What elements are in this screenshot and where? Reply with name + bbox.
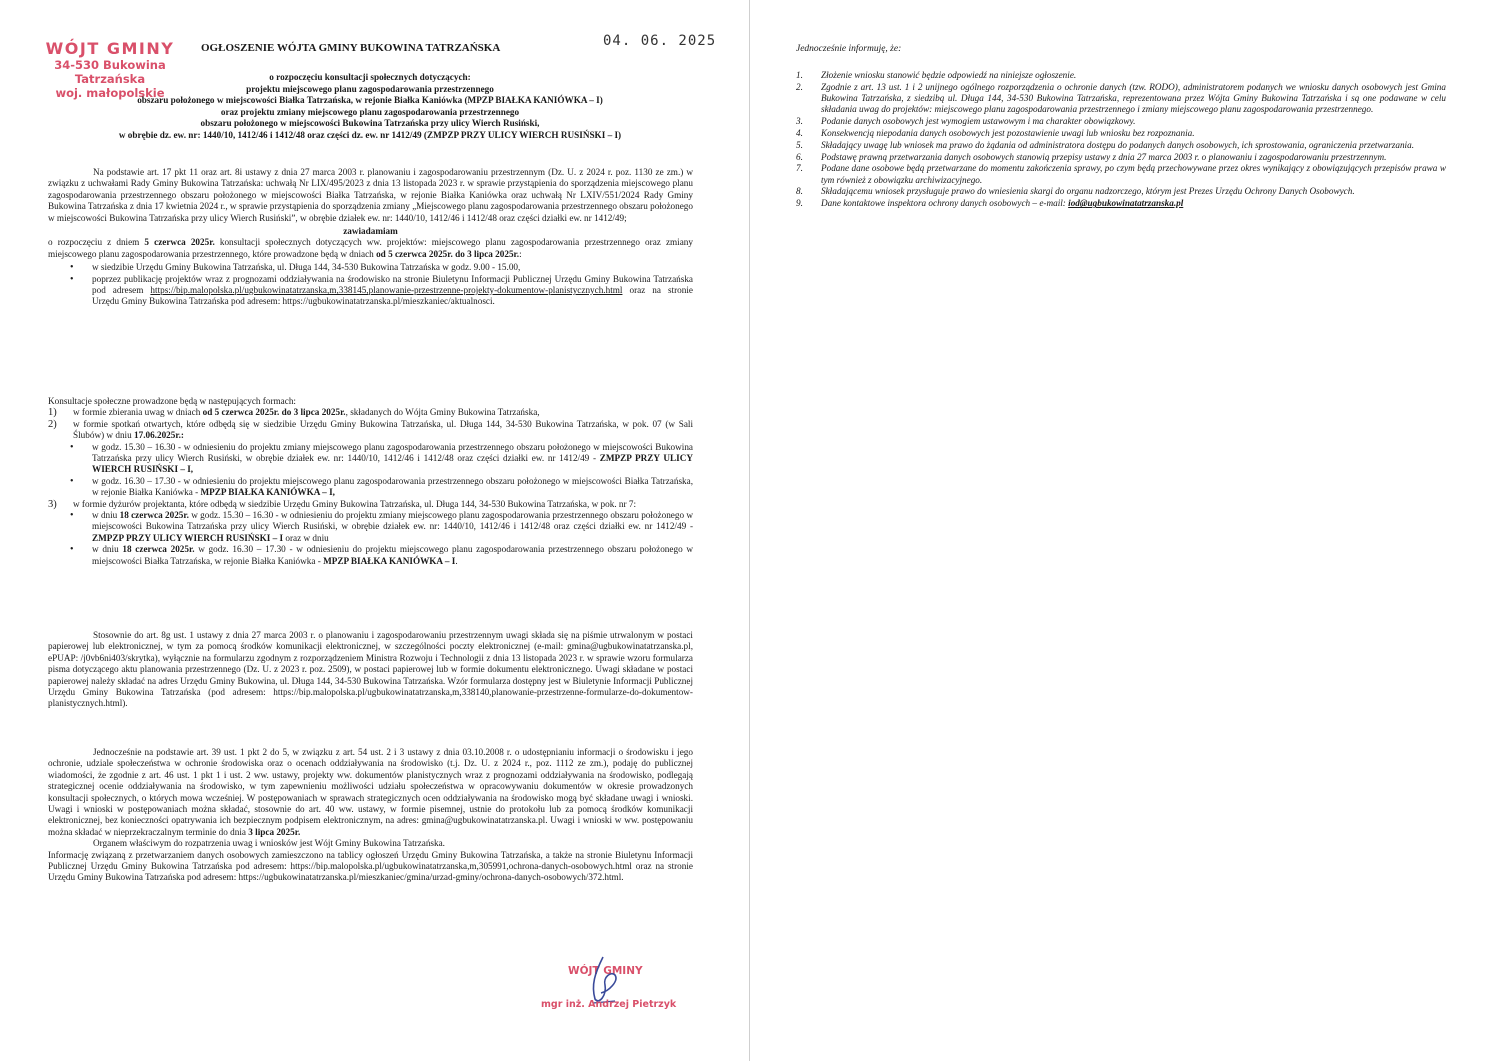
stamp-line-2: 34-530 Bukowina Tatrzańska	[54, 58, 166, 86]
item-number: 9.	[796, 198, 803, 209]
consultation-intro: Konsultacje społeczne prowadzone będą w następujących formach:	[48, 396, 296, 406]
text-run: o rozpoczęciu z dniem	[48, 237, 145, 248]
text-run: :	[519, 248, 522, 259]
text-run: oraz w dniu	[283, 532, 329, 543]
list-item	[796, 152, 1446, 163]
document-title: OGŁOSZENIE WÓJTA GMINY BUKOWINA TATRZAŃSKA	[201, 42, 501, 54]
text-run-bold: MPZP BIAŁKA KANIÓWKA – I	[323, 555, 456, 566]
text-run: w godz. 16.30 – 17.30 - w odniesieniu do projektu miejscowego planu zagospodarowania przestrzennego obszaru położonego w miejscowości Białka Tatrzańska, w rejonie Białka Kaniówka -	[92, 475, 693, 498]
list-item	[48, 544, 693, 567]
meeting-list	[48, 442, 693, 499]
item-text: Zgodnie z art. 13 ust. 1 i 2 unijnego ogólnego rozporządzenia o ochronie danych (tzw. RODO), administratorem podanych we wniosku danych osobowych jest Gmina Bukowina Tatrzańska, z siedzibą ul. Długa 144, 34-530 Bukowina Tatrzańska, reprezentowana przez Wójta Gminy Bukowina Tatrzańska i są one podawane w celu składania uwag do projektów: miejscowego planu zagospodarowania przestrzennego i zmiany miejscowego planu zagospodarowania przestrzennego.	[821, 81, 1446, 115]
item-text: Podane dane osobowe będą przetwarzane do momentu zakończenia sprawy, po czym będą przechowywane przez okres wynikający z obowiązujących przepisów prawa w tym również z obowiązku archiwizacyjnego.	[821, 163, 1446, 185]
environmental-section	[48, 747, 693, 884]
item-text: Dane kontaktowe inspektora ochrony danych osobowych – e-mail:	[821, 198, 1069, 209]
subject-line: obszaru położonego w miejscowości Bukowina Tatrzańska przy ulicy Wierch Rusiński,	[200, 118, 540, 129]
item-number: 3)	[48, 498, 57, 510]
item-number: 4.	[796, 127, 803, 138]
text-run: , składanych do Wójta Gminy Bukowina Tatrzańska,	[345, 407, 540, 418]
subject-heading	[40, 72, 700, 142]
item-text: Składającemu wniosek przysługuje prawo do wniesienia skargi do organu nadzorczego, którym jest Prezes Urzędu Ochrony Danych Osobowych.	[821, 186, 1355, 197]
text-run: w godz. 15.30 – 16.30 - w odniesieniu do projektu zmiany miejscowego planu zagospodarowania przestrzennego obszaru położonego w miejscowości Bukowina Tatrzańska przy ulicy Wierch Rusiński, w obrębie działek ew. nr: 1440/10, 1412/46 i 1412/48 oraz części działki ew. nr 1412/49 -	[92, 510, 694, 532]
item-text: Składający uwagę lub wniosek ma prawo do żądania od administratora dostępu do podanych danych osobowych, ich sprostowania, ograniczenia przetwarzania.	[821, 139, 1414, 150]
signature-title: WÓJT GMINY	[568, 965, 643, 977]
right-intro: Jednocześnie informuję, że:	[796, 44, 902, 54]
text-run-bold: od 5 czerwca 2025r. do 3 lipca 2025r.	[202, 407, 346, 418]
list-item	[48, 407, 693, 418]
left-page	[0, 0, 749, 1061]
list-item	[48, 499, 693, 567]
bip-projects-link[interactable]: https://bip.malopolska.pl/ugbukowinatatrzanska,m,338145,planowanie-przestrzenne-projekty-dokumentow-planistycznych.html	[150, 285, 623, 296]
announce-heading: zawiadamiam	[343, 226, 398, 237]
date-stamp: 04. 06. 2025	[603, 33, 717, 49]
legal-basis-paragraph: Na podstawie art. 17 pkt 11 oraz art. 8i ustawy z dnia 27 marca 2003 r. planowaniu i zagospodarowaniu przestrzennym (Dz. U. z 2024 r. poz. 1130 ze zm.) w związku z uchwałami Rady Gminy Bukowina Tatrzańska: uchwałą Nr LIX/495/2023 z dnia 13 listopada 2023 r. w sprawie przystąpienia do sporządzenia miejscowego planu zagospodarowania przestrzennego obszaru położonego w miejscowości Białka Tatrzańska, w rejonie Białka Kaniówka oraz uchwałą Nr LXIV/551/2024 Rady Gminy Bukowina Tatrzańska z dnia 17 kwietnia 2024 r., w sprawie przystąpienia do sporządzenia zmiany „Miejscowego planu zagospodarowania przestrzennego obszaru położonego w miejscowości Bukowina Tatrzańska przy ulicy Wierch Rusiński”, w obrębie działek ew. nr: 1440/10, 1412/46 i 1412/48 oraz części działki ew. nr 1412/49;	[48, 167, 693, 223]
subject-line: projektu miejscowego planu zagospodarowania przestrzennego	[246, 83, 494, 94]
item-number: 1.	[796, 70, 803, 80]
duty-list	[48, 510, 693, 567]
text-run: oraz na stronie Urzędu Gminy Bukowina Tatrzańska pod adresem: https://ugbukowinatatrzanska.pl/mieszkaniec/aktualnosci.	[92, 285, 693, 307]
subject-line: oraz projektu zmiany miejscowego planu zagospodarowania przestrzennego	[220, 106, 520, 117]
text-run: w godz. 15.30 – 16.30 - w odniesieniu do projektu zmiany miejscowego planu zagospodarowania przestrzennego obszaru położonego w miejscowości Bukowina Tatrzańska przy ulicy Wierch Rusiński, w obrębie działek ew. nr: 1440/10, 1412/46 i 1412/48 oraz części działki ew. nr 1412/49 -	[92, 441, 693, 464]
text-run: Jednocześnie na podstawie art. 39 ust. 1 pkt 2 do 5, w związku z art. 54 ust. 2 i 3 ustawy z dnia 03.10.2008 r. o udostępnianiu informacji o środowisku i jego ochronie, udziale społeczeństwa w ochronie środowiska oraz o ocenach oddziaływania na środowisko (t.j. Dz. U. z 2024 r., poz. 1112 ze zm.), podaję do publicznej wiadomości, że zgodnie z art. 46 ust. 1 pkt 1 i ust. 2 ww. ustawy, projekty ww. dokumentów planistycznych wraz z prognozami oddziaływania na środowisko, podlegają strategicznej ocenie oddziaływania na środowisko, w tym zapewnieniu możliwości udziału społeczeństwa w opracowywaniu dokumentów w okresie prowadzonych konsultacji społecznych, o których mowa wcześniej. W postępowaniach w sprawach strategicznych ocen oddziaływania na środowisko mogą być składane uwagi i wnioski. Uwagi i wnioski w postępowaniach można składać, stosownie do art. 40 ww. ustawy, w formie pisemnej, ustnie do protokołu lub za pomocą środków komunikacji elektronicznej, bez konieczności opatrywania ich bezpiecznym podpisem elektronicznym, na adres: gmina@ugbukowinatatrzanska.pl. Uwagi i wnioski w ww. postępowaniu można składać w nieprzekraczalnym terminie do dnia	[48, 747, 693, 837]
list-item: • w siedzibie Urzędu Gminy Bukowina Tatrzańska, ul. Długa 144, 34-530 Bukowina Tatrzańska w godz. 9.00 - 15.00,	[48, 262, 693, 273]
list-item	[796, 116, 1446, 127]
list-item	[796, 82, 1446, 116]
item-number: 6.	[796, 151, 803, 162]
list-item	[796, 70, 1446, 81]
submission-paragraph: Stosownie do art. 8g ust. 1 ustawy z dnia 27 marca 2003 r. o planowaniu i zagospodarowaniu przestrzennym uwagi składa się na piśmie utrwalonym w postaci papierowej lub elektronicznej, w tym za pomocą środków komunikacji elektronicznej, w szczególności poczty elektronicznej (e-mail: gmina@ugbukowinatatrzanska.pl, ePUAP: /j0vb6ni403/skrytka), wyłącznie na formularzu zgodnym z rozporządzeniem Ministra Rozwoju i Technologii z dnia 13 listopada 2023 r. w sprawie wzoru formularza pisma dotyczącego aktu planowania przestrzennego (Dz. U. z 2023 r. poz. 2509), w postaci papierowej lub w formie dokumentu elektronicznego. Uwagi składane w postaci papierowej należy składać na adres Urzędu Gminy Bukowina, ul. Długa 144, 34-530 Bukowina Tatrzańska. Wzór formularza dostępny jest w Biuletynie Informacji Publicznej Urzędu Gminy Bukowina Tatrzańska (pod adresem: https://bip.malopolska.pl/ugbukowinatatrzanska,m,338140,planowanie-przestrzenne-formularze-do-dokumentow-planistycznych.html).	[48, 630, 693, 709]
text-run-bold: MPZP BIAŁKA KANIÓWKA – I,	[200, 487, 335, 498]
page-divider	[749, 0, 750, 1061]
item-text: Podstawę prawną przetwarzania danych osobowych stanowią przepisy ustawy z dnia 27 marca 2003 r. o planowaniu i zagospodarowaniu przestrzennym.	[821, 151, 1387, 162]
subject-line: o rozpoczęciu konsultacji społecznych dotyczących:	[269, 72, 471, 82]
intro-section	[48, 167, 693, 308]
consultation-period: od 5 czerwca 2025r. do 3 lipca 2025r.	[376, 248, 520, 259]
consultation-forms-section	[48, 396, 693, 567]
gdpr-list	[796, 70, 1446, 210]
submission-rules-section	[48, 630, 693, 710]
item-number: 5.	[796, 139, 803, 150]
list-item	[796, 198, 1446, 209]
text-run: w formie zbierania uwag w dniach	[73, 407, 203, 418]
list-item	[48, 476, 693, 499]
competent-authority: Organem właściwym do rozpatrzenia uwag i wniosków jest Wójt Gminy Bukowina Tatrzańska.	[93, 838, 445, 849]
list-item	[796, 140, 1446, 151]
text-run: konsultacji społecznych dotyczących ww. projektów: miejscowego planu zagospodarowania przestrzennego oraz zmiany miejscowego planu zagospodarowania przestrzennego, które prowadzone będą w dniach	[48, 237, 693, 259]
list-item	[48, 274, 693, 308]
text-run-bold: 18 czerwca 2025r.	[122, 544, 195, 555]
iod-email-link[interactable]: iod@ugbukowinatatrzanska.pl	[1068, 198, 1184, 209]
text-run: .	[455, 555, 458, 566]
text-run-bold: ZMPZP PRZY ULICY WIERCH RUSIŃSKI – I	[92, 532, 284, 543]
item-number: 2)	[48, 418, 57, 430]
item-text: Podanie danych osobowych jest wymogiem ustawowym i ma charakter obowiązkowy.	[821, 116, 1136, 127]
start-date: 5 czerwca 2025r.	[144, 237, 215, 248]
item-number: 8.	[796, 186, 803, 197]
stamp-line-1: WÓJT GMINY	[45, 39, 175, 58]
item-number: 7.	[796, 163, 803, 174]
list-item	[48, 442, 693, 476]
item-text: Konsekwencją niepodania danych osobowych jest pozostawienie uwagi lub wniosku bez rozpoznania.	[821, 127, 1195, 138]
item-text: Złożenie wniosku stanowić będzie odpowiedź na niniejsze ogłoszenie.	[821, 70, 1077, 80]
text-run: w dniu	[92, 510, 120, 521]
text-run-bold: 18 czerwca 2025r.	[119, 510, 189, 521]
list-item	[796, 186, 1446, 197]
list-item	[48, 419, 693, 499]
stamp-line-3: woj. małopolskie	[55, 86, 165, 100]
text-run: poprzez publikację projektów wraz z prognozami oddziaływania na środowisko na stronie Biuletynu Informacji Publicznej Urzędu Gminy Bukowina Tatrzańska pod adresem	[92, 273, 693, 296]
text-run-bold: 17.06.2025r.:	[134, 430, 184, 441]
subject-line: w obrębie dz. ew. nr: 1440/10, 1412/46 i 1412/48 oraz części dz. ew. nr 1412/49 (ZMPZP PRZY ULICY WIERCH RUSIŃSKI – I)	[118, 129, 622, 140]
text-run-bold: ZMPZP PRZY ULICY WIERCH RUSIŃSKI – I,	[92, 453, 694, 475]
item-number: 3.	[796, 116, 803, 127]
announcement-paragraph	[48, 237, 693, 260]
list-item	[796, 128, 1446, 139]
text-run: w godz. 16.30 – 17.30 - w odniesieniu do projektu miejscowego planu zagospodarowania przestrzennego obszaru położonego w miejscowości Białka Tatrzańska, w rejonie Białka Kaniówka -	[92, 544, 693, 566]
location-list	[48, 262, 693, 308]
environmental-paragraph	[48, 747, 693, 838]
text-run: w formie spotkań otwartych, które odbędą się w siedzibie Urzędu Gminy Bukowina Tatrzańska, ul. Długa 144, 34-530 Bukowina Tatrzańska, w pok. 07 (w Sali Ślubów) w dniu	[73, 418, 693, 441]
list-item	[796, 163, 1446, 186]
consultation-forms-list	[48, 407, 693, 567]
list-item	[48, 510, 693, 544]
data-protection-info: Informację związaną z przetwarzaniem danych osobowych zamieszczono na tablicy ogłoszeń Urzędu Gminy Bukowina Tatrzańska, a także na stronie Biuletynu Informacji Publicznej Urzędu Gminy Bukowina Tatrzańska pod adresem: https://bip.malopolska.pl/ugbukowinatatrzanska,m,305991,ochrona-danych-osobowych.html oraz na stronie Urzędu Gminy Bukowina Tatrzańska pod adresem: https://ugbukowinatatrzanska.pl/mieszkaniec/gmina/urzad-gminy/ochrona-danych-osobowych/372.html.	[48, 849, 693, 883]
item-number: 1)	[48, 407, 57, 419]
text-run: w formie dyżurów projektanta, które odbędą w siedzibie Urzędu Gminy Bukowina Tatrzańska, ul. Długa 144, 34-530 Bukowina Tatrzańska, w pok. nr 7:	[73, 498, 637, 509]
signatory-name: mgr inż. Andrzej Pietrzyk	[541, 999, 677, 1010]
subject-line: obszaru położonego w miejscowości Białka Tatrzańska, w rejonie Białka Kaniówka (MPZP BIAŁKA KANIÓWKA – I)	[137, 95, 603, 106]
deadline-date: 3 lipca 2025r.	[248, 826, 301, 837]
item-number: 2.	[796, 81, 803, 92]
text-run: w dniu	[92, 544, 123, 555]
